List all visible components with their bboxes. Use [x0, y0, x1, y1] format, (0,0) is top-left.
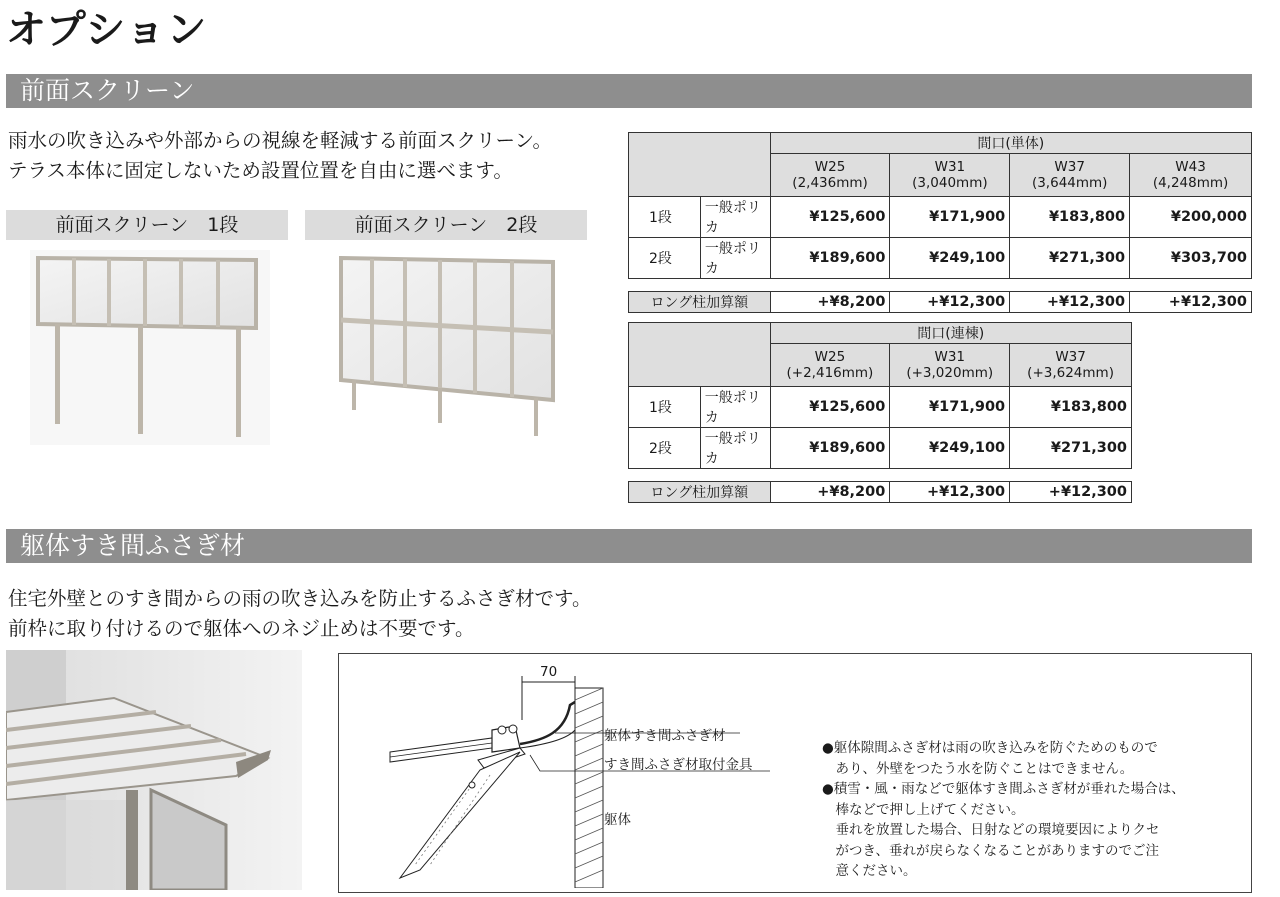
- gap-filler-photo: [6, 650, 302, 890]
- price-table-linked: [628, 322, 1132, 503]
- column-header: W25 (+2,416mm): [770, 344, 890, 387]
- column-header: W31 (3,040mm): [890, 154, 1010, 197]
- label-gap-filler: 躯体すき間ふさぎ材: [604, 728, 726, 744]
- table-row: 2段 一般ポリカ ¥189,600 ¥249,100 ¥271,300: [629, 428, 1132, 469]
- note-line: 垂れを放置した場合、日射などの環境要因によりクセ: [822, 822, 1160, 838]
- column-header: W43 (4,248mm): [1130, 154, 1252, 197]
- group-header: 間口(連棟): [770, 323, 1132, 344]
- table-row: 1段 一般ポリカ ¥125,600 ¥171,900 ¥183,800 ¥200,000: [629, 197, 1252, 238]
- section-heading-front-screen: 前面スクリーン: [6, 74, 1252, 108]
- column-header: W31 (+3,020mm): [890, 344, 1010, 387]
- caption-screen-2-tier: 前面スクリーン 2段: [305, 210, 587, 240]
- note-line: ●躯体隙間ふさぎ材は雨の吹き込みを防ぐためのもので: [822, 740, 1158, 756]
- table-corner: [629, 323, 771, 387]
- table-corner: [629, 133, 771, 197]
- gap-filler-description: [8, 584, 591, 644]
- note-line: ●積雪・風・雨などで躯体すき間ふさぎ材が垂れた場合は、: [822, 781, 1185, 797]
- desc-line: 住宅外壁とのすき間からの雨の吹き込みを防止するふさぎ材です。: [8, 587, 592, 610]
- front-screen-description: [8, 126, 552, 186]
- screen-1-tier-image: [30, 250, 270, 445]
- price-table-single: [628, 132, 1252, 313]
- desc-line: 雨水の吹き込みや外部からの視線を軽減する前面スクリーン。: [8, 129, 553, 152]
- column-header: W37 (+3,624mm): [1010, 344, 1132, 387]
- label-building-body: 躯体: [604, 812, 631, 828]
- note-line: がつき、垂れが戻らなくなることがありますのでご注: [822, 842, 1159, 859]
- dimension-label: 70: [540, 664, 558, 680]
- table-row: 2段 一般ポリカ ¥189,600 ¥249,100 ¥271,300 ¥303,700: [629, 238, 1252, 279]
- section-heading-gap-filler: 躯体すき間ふさぎ材: [6, 529, 1252, 563]
- table-row: 1段 一般ポリカ ¥125,600 ¥171,900 ¥183,800: [629, 387, 1132, 428]
- note-line: あり、外壁をつたう水を防ぐことはできません。: [822, 760, 1134, 777]
- gap-filler-cross-section: [380, 660, 820, 888]
- label-mounting-bracket: すき間ふさぎ材取付金具: [604, 757, 753, 773]
- desc-line: テラス本体に固定しないため設置位置を自由に選べます。: [8, 159, 513, 182]
- long-post-row: ロング柱加算額 +¥8,200 +¥12,300 +¥12,300 +¥12,300: [629, 292, 1252, 313]
- screen-2-tier-image: [335, 250, 560, 445]
- note-line: 棒などで押し上げてください。: [822, 801, 1025, 818]
- column-header: W25 (2,436mm): [770, 154, 890, 197]
- long-post-row: ロング柱加算額 +¥8,200 +¥12,300 +¥12,300: [629, 482, 1132, 503]
- caution-notes: [822, 738, 1242, 882]
- page-title: オプション: [6, 7, 208, 53]
- caption-screen-1-tier: 前面スクリーン 1段: [6, 210, 288, 240]
- note-line: 意ください。: [822, 863, 917, 879]
- column-header: W37 (3,644mm): [1010, 154, 1130, 197]
- group-header: 間口(単体): [770, 133, 1251, 154]
- desc-line: 前枠に取り付けるので躯体へのネジ止めは不要です。: [8, 617, 475, 640]
